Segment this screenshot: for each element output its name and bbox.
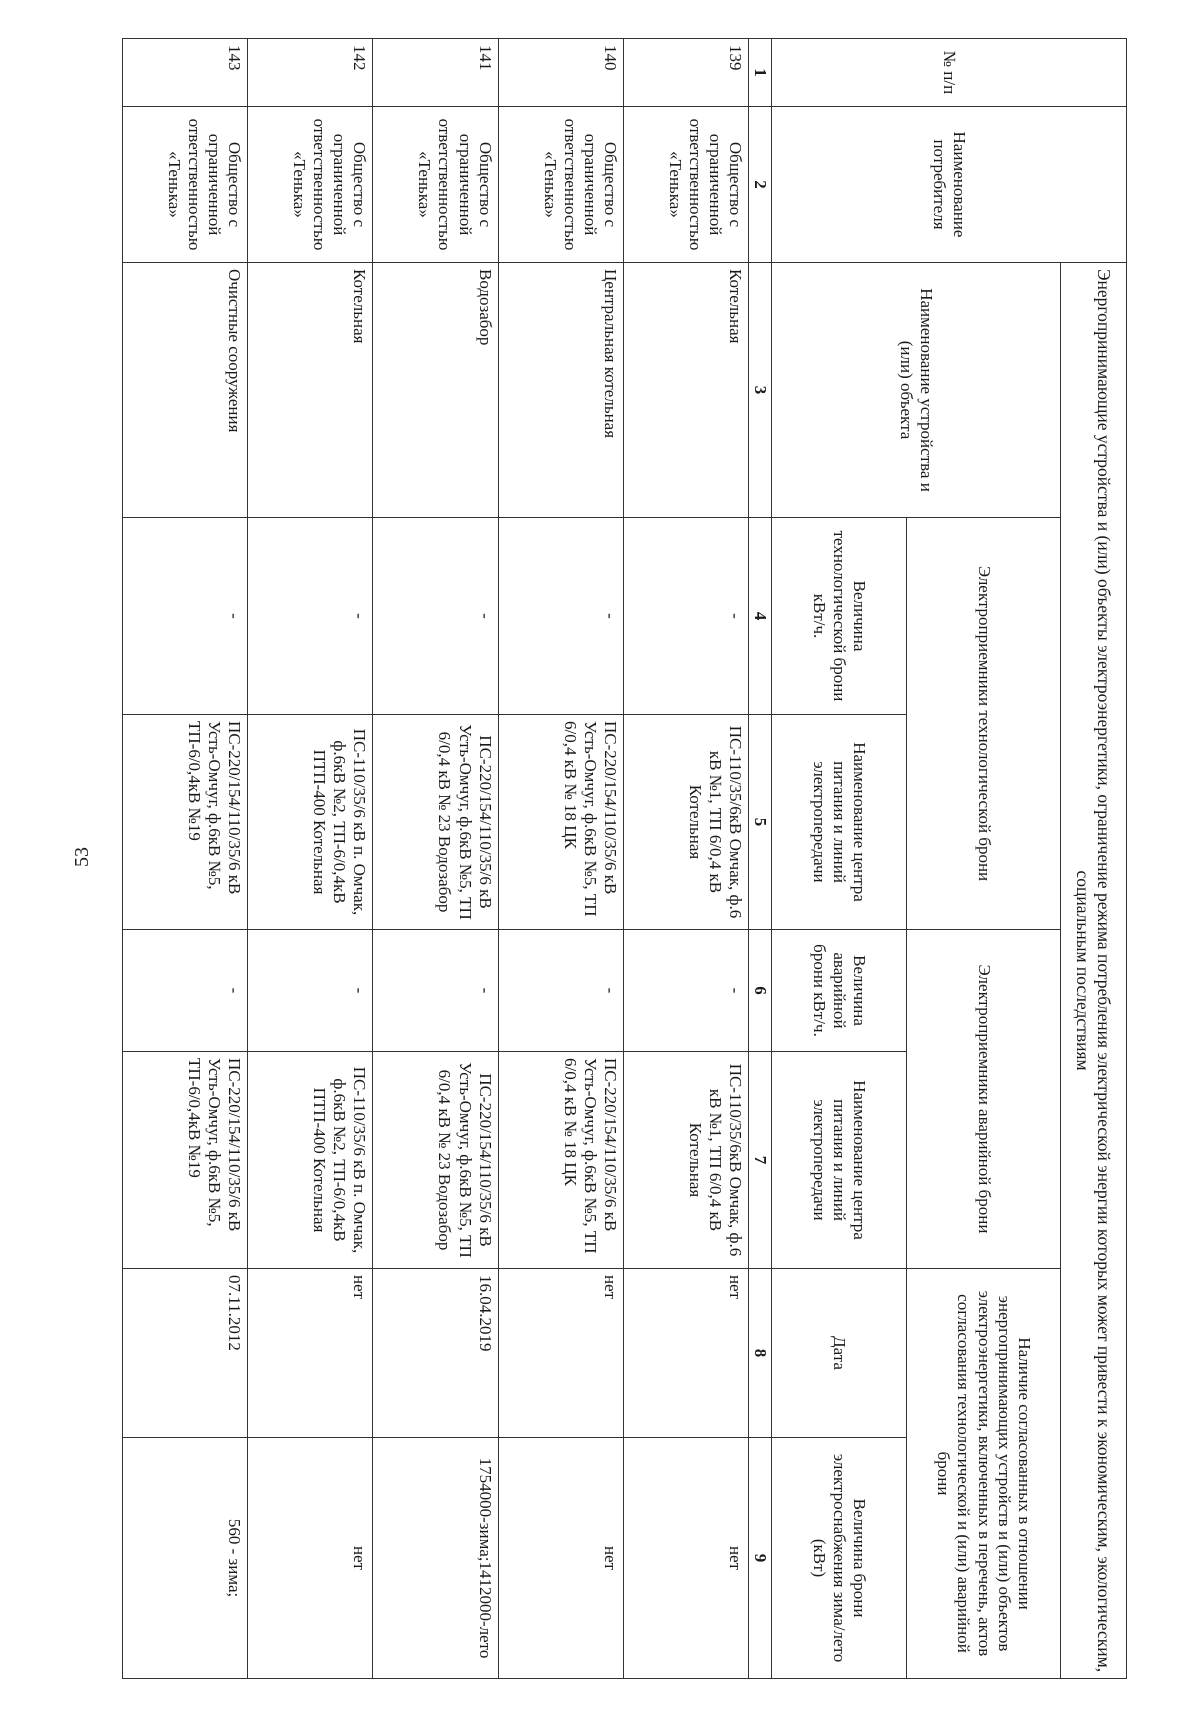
header-emerg-group: Электроприемники аварийной брони (907, 930, 1061, 1269)
row-device: Очистные сооружения (123, 263, 248, 518)
header-emerg-value: Величина аварийной брони кВт/ч. (772, 930, 907, 1052)
header-reserve: Величина брони электроснабжения зима/лето (кВт) (772, 1438, 907, 1679)
column-number: 9 (748, 1438, 771, 1679)
row-emerg-center: ПС-110/35/6 кВ п. Омчак, ф.6кВ №2, ТП-6/0,4кВ ПТП-400 Котельная (248, 1052, 373, 1269)
row-tech-value: - (498, 518, 623, 715)
row-tech-center: ПС-220/154/110/35/6 кВ Усть-Омчуг, ф.6кВ №5, ТП 6/0,4 кВ № 18 ЦК (498, 715, 623, 930)
row-tech-value: - (248, 518, 373, 715)
row-tech-center: ПС-220/154/110/35/6 кВ Усть-Омчуг, ф.6кВ №5, ТП-6/0,4кВ №19 (123, 715, 248, 930)
row-emerg-value: - (123, 930, 248, 1052)
table-row (248, 39, 373, 1679)
table-row (623, 39, 748, 1679)
row-tech-center: ПС-110/35/6кВ Омчак, ф.6 кВ №1, ТП 6/0,4 кВ Котельная (623, 715, 748, 930)
row-date: 07.11.2012 (123, 1269, 248, 1438)
row-emerg-center: ПС-220/154/110/35/6 кВ Усть-Омчуг, ф.6кВ №5, ТП 6/0,4 кВ № 18 ЦК (498, 1052, 623, 1269)
column-number: 7 (748, 1052, 771, 1269)
column-number: 1 (748, 39, 771, 107)
row-num: 143 (123, 39, 248, 107)
table-row (498, 39, 623, 1679)
header-tech-center: Наименование центра питания и линий электропередачи (772, 715, 907, 930)
header-acts-group: Наличие согласованных в отношении энергопринимающих устройств и (или) объектов электроэнергетики, включенных в перечень, актов согласования технологической и (или) аварийной брони (907, 1269, 1061, 1679)
table-row (373, 39, 498, 1679)
row-date: нет (248, 1269, 373, 1438)
row-reserve: нет (498, 1438, 623, 1679)
row-emerg-center: ПС-220/154/110/35/6 кВ Усть-Омчуг, ф.6кВ №5, ТП-6/0,4кВ №19 (123, 1052, 248, 1269)
column-numbers-row (748, 39, 771, 1679)
row-device: Котельная (248, 263, 373, 518)
header-emerg-center: Наименование центра питания и линий электропередачи (772, 1052, 907, 1269)
column-number: 2 (748, 107, 771, 263)
row-consumer: Общество с ограниченной ответственностью «Тенька» (498, 107, 623, 263)
row-emerg-center: ПС-110/35/6кВ Омчак, ф.6 кВ №1, ТП 6/0,4 кВ Котельная (623, 1052, 748, 1269)
row-device: Водозабор (373, 263, 498, 518)
column-number: 8 (748, 1269, 771, 1438)
row-tech-value: - (373, 518, 498, 715)
row-date: нет (623, 1269, 748, 1438)
row-tech-value: - (623, 518, 748, 715)
row-date: 16.04.2019 (373, 1269, 498, 1438)
header-tech-value: Величина технологической брони кВт/ч. (772, 518, 907, 715)
row-emerg-value: - (248, 930, 373, 1052)
row-device: Котельная (623, 263, 748, 518)
row-reserve: 1754000-зима;1412000-лето (373, 1438, 498, 1679)
row-num: 140 (498, 39, 623, 107)
column-number: 6 (748, 930, 771, 1052)
header-num: № п/п (772, 39, 1127, 107)
row-device: Центральная котельная (498, 263, 623, 518)
row-emerg-center: ПС-220/154/110/35/6 кВ Усть-Омчуг, ф.6кВ №5, ТП 6/0,4 кВ № 23 Водозабор (373, 1052, 498, 1269)
row-tech-center: ПС-110/35/6 кВ п. Омчак, ф.6кВ №2, ТП-6/0,4кВ ПТП-400 Котельная (248, 715, 373, 930)
row-reserve: 560 - зима; (123, 1438, 248, 1679)
header-date: Дата (772, 1269, 907, 1438)
header-consumer: Наименование потребителя (772, 107, 1127, 263)
row-reserve: нет (623, 1438, 748, 1679)
column-number: 4 (748, 518, 771, 715)
row-tech-value: - (123, 518, 248, 715)
row-num: 141 (373, 39, 498, 107)
table-row (123, 39, 248, 1679)
rotated-table-wrapper (122, 38, 1127, 1678)
row-consumer: Общество с ограниченной ответственностью «Тенька» (123, 107, 248, 263)
page-number: 53 (71, 847, 93, 867)
column-number: 3 (748, 263, 771, 518)
row-tech-center: ПС-220/154/110/35/6 кВ Усть-Омчуг, ф.6кВ №5, ТП 6/0,4 кВ № 23 Водозабор (373, 715, 498, 930)
column-number: 5 (748, 715, 771, 930)
header-device: Наименование устройства и (или) объекта (772, 263, 1061, 518)
row-consumer: Общество с ограниченной ответственностью «Тенька» (623, 107, 748, 263)
row-consumer: Общество с ограниченной ответственностью «Тенька» (373, 107, 498, 263)
row-emerg-value: - (623, 930, 748, 1052)
row-num: 139 (623, 39, 748, 107)
row-emerg-value: - (373, 930, 498, 1052)
consumer-reserve-table (122, 38, 1127, 1679)
header-tech-group: Электроприемники технологической брони (907, 518, 1061, 930)
table-title: Энергопринимающие устройства и (или) объекты электроэнергетики, ограничение режима потребления электрической энергии которых может привести к экономическим, экологическим, социальным последствиям (1061, 263, 1127, 1679)
row-reserve: нет (248, 1438, 373, 1679)
row-consumer: Общество с ограниченной ответственностью «Тенька» (248, 107, 373, 263)
row-num: 142 (248, 39, 373, 107)
row-date: нет (498, 1269, 623, 1438)
row-emerg-value: - (498, 930, 623, 1052)
